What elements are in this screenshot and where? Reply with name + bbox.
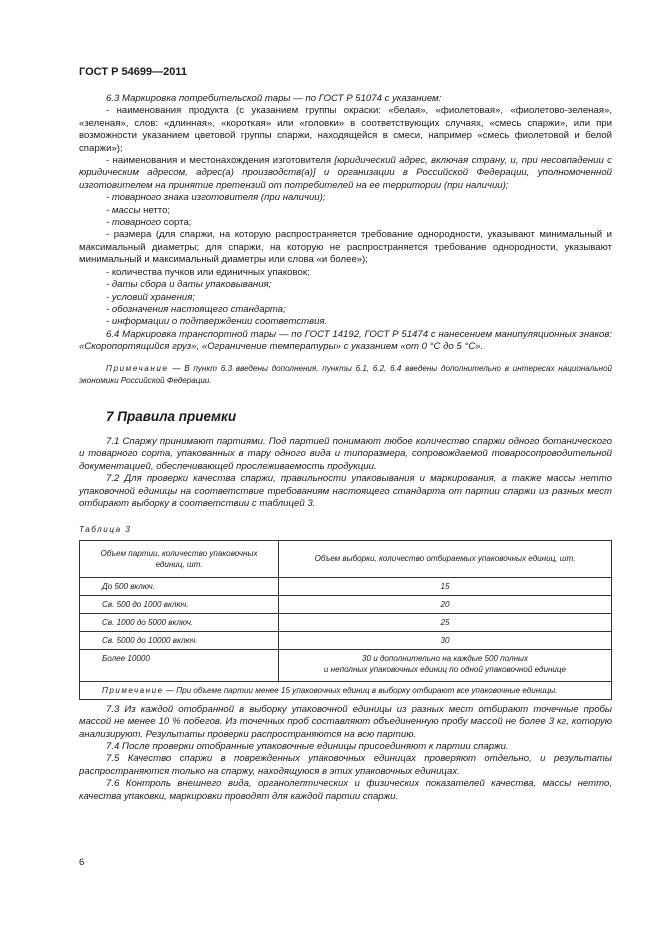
list-item-manufacturer-rest: [юридический адрес, включая страну, и, при несовпадении с юридическим адресом, адрес(а) производств(а)] и организации в Российской Федерации, уполномоченной изготовителем на принятие претензий от потребителей на ее территории (при наличии); <box>79 155 612 191</box>
table-cell-sample <box>279 649 612 681</box>
table-row <box>80 631 612 649</box>
table-cell-lot: Св. 1000 до 5000 включ. <box>80 613 279 631</box>
paragraph-7-6: 7.6 Контроль внешнего вида, органолептических и физических показателей качества, массы нетто, качества упаковки, маркировки проводят для каждой партии спаржи. <box>79 778 612 802</box>
table-row <box>80 577 612 595</box>
table-header-sample: Объем выборки, количество отбираемых упаковочных единиц, шт. <box>279 540 612 577</box>
paragraph-6-4: 6.4 Маркировка транспортной тары — по ГОСТ 14192, ГОСТ Р 51474 с нанесением манипуляционных знаков: «Скоропортящийся груз», «Ограничение температуры» с указанием «от 0 °С до 5 °С». <box>79 328 612 353</box>
page-number: 6 <box>79 857 85 868</box>
list-item-product-name: - наименования продукта (с указанием группы окраски: «белая», «фиолетовая», «фиолетово-зеленая», «зеленая», слов: «длинная», «короткая» или «головки» в соответствующих случаях, «смесь спаржи», или при возможности указанием цветовой группы спаржи, находящейся в смеси, например «смесь фиолетовой и белой спаржи»); <box>79 105 612 154</box>
table-cell-sample: 30 <box>279 631 612 649</box>
section-title-7: 7 Правила приемки <box>106 408 237 424</box>
paragraph-7-2: 7.2 Для проверки качества спаржи, правильности упаковывания и маркирования, а также массы нетто упаковочной единицы на соответствие требованиям настоящего стандарта от партии спаржи из разных мест отбирают выборку в соответствии с таблицей 3. <box>79 473 612 509</box>
table-cell-sample-line2: и неполных упаковочных единиц по одной упаковочной единице <box>323 664 567 674</box>
list-item-net-mass-lead: - массы <box>106 204 144 216</box>
list-item-grade-rest: сорта; <box>163 217 192 229</box>
list-item-net-mass <box>79 205 612 217</box>
table-note <box>80 681 612 699</box>
table-row <box>80 613 612 631</box>
list-item-grade <box>79 217 612 229</box>
table-caption: Таблица 3 <box>79 524 132 535</box>
table-header-lot: Объем партии, количество упаковочных единиц, шт. <box>80 540 279 577</box>
table-cell-sample: 25 <box>279 613 612 631</box>
list-item-size: - размера (для спаржи, на которую распространяется требование однородности, указывают минимальный и максимальный диаметры; для спаржи, на которую не распространяется требование однородности, указывают минимальный и максимальный диаметры или слова «и более»); <box>79 229 612 266</box>
note-label: Примечание <box>106 363 169 373</box>
paragraph-7-4: 7.4 После проверки отобранные упаковочные единицы присоединяют к партии спаржи. <box>106 741 509 752</box>
list-item-dates: - даты сбора и даты упаковывания; <box>106 279 272 291</box>
document-body <box>79 93 612 803</box>
table-cell-sample: 20 <box>279 595 612 613</box>
table-header-row <box>80 540 612 577</box>
paragraph-6-3: 6.3 Маркировка потребительской тары — по ГОСТ Р 51074 с указанием: <box>106 93 442 104</box>
table-row <box>80 595 612 613</box>
table-cell-sample: 15 <box>279 577 612 595</box>
list-item-grade-lead: - товарного <box>106 217 164 229</box>
list-item-bundle-count: - количества пучков или единичных упаковок; <box>106 266 310 278</box>
paragraph-7-3: 7.3 Из каждой отобранной в выборку упаковочной единицы из разных мест отбирают точечные пробы массой не менее 10 % побегов. Из точечных проб составляют объединенную пробу массой не более 3 кг, которую анализируют. Результаты проверки распространяются на всю партию. <box>79 703 612 740</box>
list-item-trademark: - товарного знака изготовителя (при наличии); <box>106 192 326 204</box>
table-cell-sample-line1: 30 и дополнительно на каждые 500 полных <box>361 653 529 663</box>
paragraph-7-5: 7.5 Качество спаржи в поврежденных упаковочных единицах проверяют отдельно, и результаты распространяются только на спаржу, находящуюся в этих упаковочных единицах. <box>79 753 612 777</box>
list-item-net-mass-rest: нетто; <box>143 204 171 216</box>
table-cell-lot: До 500 включ. <box>80 577 279 595</box>
note-section-6 <box>79 363 612 387</box>
list-item-standard: - обозначения настоящего стандарта; <box>106 303 286 315</box>
table-row <box>80 649 612 681</box>
list-item-manufacturer-lead: - наименования и местонахождения изготовителя <box>106 155 335 167</box>
table-note-label: Примечание <box>102 685 164 695</box>
note-text: — В пункт 6.3 введены дополнения, пункты 6.1, 6.2, 6.4 введены дополнительно в интересах национальной экономики Российской Федерации. <box>79 363 612 385</box>
table-cell-lot: Св. 500 до 1000 включ. <box>80 595 279 613</box>
document-header: ГОСТ Р 54699—2011 <box>79 66 187 78</box>
paragraph-7-1: 7.1 Спаржу принимают партиями. Под партией понимают любое количество спаржи одного ботанического и товарного сорта, упакованных в тару одного вида и типоразмера, сопровождаемой товаросопроводительной документацией, обеспечивающей прослеживаемость продукции. <box>79 435 612 472</box>
list-item-manufacturer <box>79 155 612 192</box>
table-cell-lot: Более 10000 <box>80 649 279 681</box>
table-cell-lot: Св. 5000 до 10000 включ. <box>80 631 279 649</box>
sampling-table <box>79 540 612 700</box>
table-note-row <box>80 681 612 699</box>
list-item-storage: - условий хранения; <box>106 291 196 303</box>
table-note-text: — При объеме партии менее 15 упаковочных единиц в выборку отбирают все упаковочные единицы. <box>163 685 558 695</box>
list-item-conformity: - информации о подтверждении соответствия. <box>106 316 328 328</box>
